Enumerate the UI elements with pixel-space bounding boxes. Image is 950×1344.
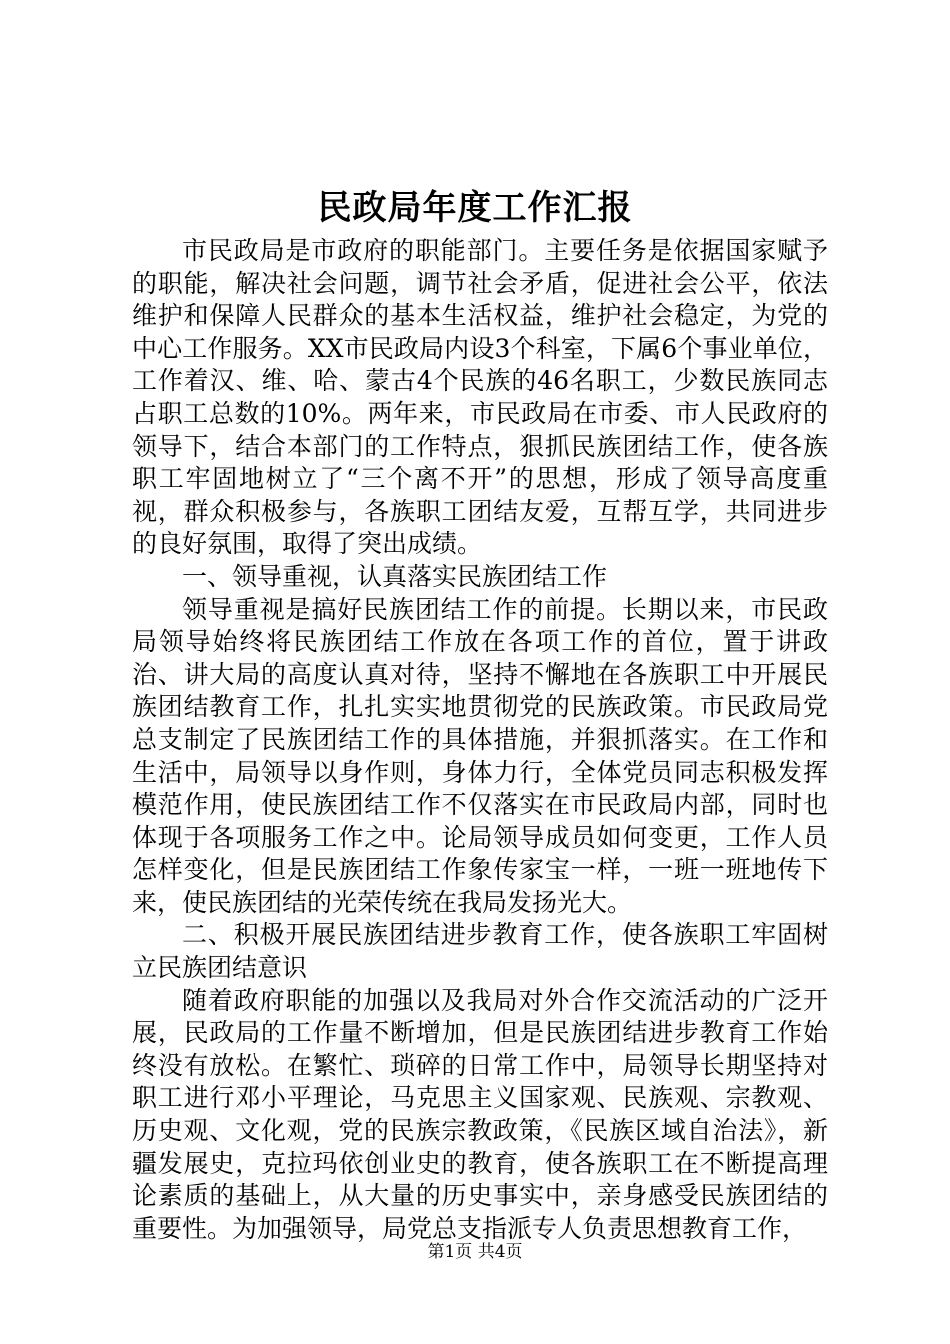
paragraph-intro: 市民政局是市政府的职能部门。主要任务是依据国家赋予的职能，解决社会问题，调节社会矛盾，促进社会公平，依法维护和保障人民群众的基本生活权益，维护社会稳定，为党的中心工作服务。XX市民政局内设3个科室，下属6个事业单位，工作着汉、维、哈、蒙古4个民族的46名职工，少数民族同志占职工总数的10%。两年来，市民政局在市委、市人民政府的领导下，结合本部门的工作特点，狠抓民族团结工作，使各族职工牢固地树立了“三个离不开”的思想，形成了领导高度重视，群众积极参与，各族职工团结友爱，互帮互学，共同进步的良好氛围，取得了突出成绩。 [132, 236, 828, 559]
paragraph-section-1: 领导重视是搞好民族团结工作的前提。长期以来，市民政局领导始终将民族团结工作放在各项工作的首位，置于讲政治、讲大局的高度认真对待，坚持不懈地在各族职工中开展民族团结教育工作，扎扎实实地贯彻党的民族政策。市民政局党总支制定了民族团结工作的具体措施，并狠抓落实。在工作和生活中，局领导以身作则，身体力行，全体党员同志积极发挥模范作用，使民族团结工作不仅落实在市民政局内部，同时也体现于各项服务工作之中。论局领导成员如何变更，工作人员怎样变化，但是民族团结工作象传家宝一样，一班一班地传下来，使民族团结的光荣传统在我局发扬光大。 [132, 594, 828, 917]
document-body [132, 235, 828, 1245]
section-heading-2: 二、积极开展民族团结进步教育工作，使各族职工牢固树立民族团结意识 [132, 920, 828, 983]
document-title: 民政局年度工作汇报 [317, 188, 633, 228]
section-heading-1: 一、领导重视，认真落实民族团结工作 [182, 561, 608, 591]
page-number-footer: 第1页 共4页 [427, 1242, 523, 1262]
paragraph-section-2: 随着政府职能的加强以及我局对外合作交流活动的广泛开展，民政局的工作量不断增加，但是民族团结进步教育工作始终没有放松。在繁忙、琐碎的日常工作中，局领导长期坚持对职工进行邓小平理论，马克思主义国家观、民族观、宗教观、历史观、文化观，党的民族宗教政策，《民族区域自治法》，新疆发展史，克拉玛依创业史的教育，使各族职工在不断提高理论素质的基础上，从大量的历史事实中，亲身感受民族团结的重要性。为加强领导，局党总支指派专人负责思想教育工作， [132, 985, 828, 1243]
